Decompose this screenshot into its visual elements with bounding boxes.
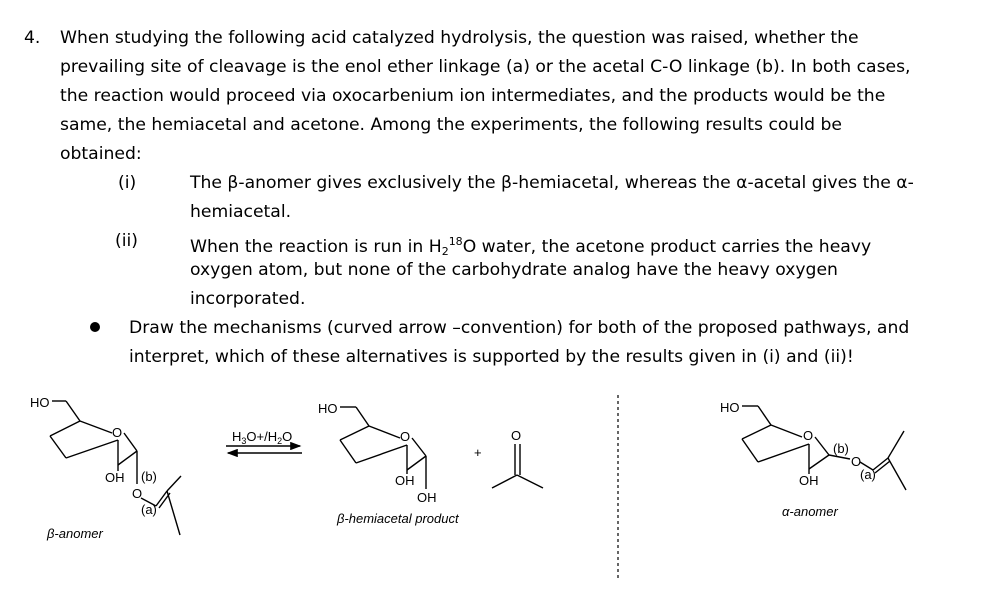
result-i-line-1: The β-anomer gives exclusively the β-hemiacetal, whereas the α-acetal gives the α-	[190, 173, 914, 193]
alpha-ho-label: HO	[720, 400, 740, 415]
result-i-marker: (i)	[118, 173, 137, 193]
plus-sign: +	[474, 445, 482, 460]
beta-ho-label: HO	[30, 395, 50, 410]
task-line-2: interpret, which of these alternatives is supported by the results given in (i) and (ii)!	[129, 347, 854, 367]
acetone-o-label: O	[511, 428, 522, 443]
alpha-ring-o-label: O	[803, 428, 814, 443]
beta-link-b-label: (b)	[141, 469, 157, 484]
hemiacetal-ho-label: HO	[318, 401, 338, 416]
alpha-anomer-structure	[742, 406, 906, 490]
beta-ring-o-label: O	[112, 425, 123, 440]
alpha-oh-label: OH	[799, 473, 819, 488]
intro-line-4: same, the hemiacetal and acetone. Among the experiments, the following results could be	[60, 115, 842, 135]
result-ii-line-1: When the reaction is run in $H_2^{18}O$ water, the acetone product carries the heavy	[190, 235, 872, 258]
result-i-line-2: hemiacetal.	[190, 202, 292, 222]
alpha-link-b-label: (b)	[833, 441, 849, 456]
hemiacetal-ring-o-label: O	[400, 429, 411, 444]
alpha-anomer-caption: α-anomer	[782, 504, 838, 519]
result-ii-line-2: oxygen atom, but none of the carbohydrate analog have the heavy oxygen	[190, 260, 838, 280]
alpha-link-a-label: (a)	[860, 467, 876, 482]
beta-anomer-caption: β-anomer	[47, 526, 103, 541]
reaction-conditions: $H_3O+/H_2O$	[232, 429, 293, 446]
beta-link-a-label: (a)	[141, 502, 157, 517]
beta-anomer-structure	[50, 401, 181, 535]
intro-line-3: the reaction would proceed via oxocarbenium ion intermediates, and the products would be the	[60, 86, 886, 106]
hemiacetal-caption: β-hemiacetal product	[337, 511, 459, 526]
hemiacetal-anomeric-oh-label: OH	[417, 490, 437, 505]
intro-line-5: obtained:	[60, 144, 142, 164]
question-number: 4.	[24, 28, 41, 48]
alpha-enol-o-label: O	[851, 454, 862, 469]
result-ii-line-3: incorporated.	[190, 289, 306, 309]
beta-enol-o-label: O	[132, 486, 143, 501]
hemiacetal-ring-oh-label: OH	[395, 473, 415, 488]
equilibrium-arrows	[226, 446, 302, 453]
intro-line-2: prevailing site of cleavage is the enol ether linkage (a) or the acetal C-O linkage (b). In both cases,	[60, 57, 911, 77]
beta-oh-label: OH	[105, 470, 125, 485]
result-ii-marker: (ii)	[115, 231, 138, 251]
acetone-structure	[492, 444, 543, 488]
intro-line-1: When studying the following acid catalyzed hydrolysis, the question was raised, whether the	[60, 28, 859, 48]
task-line-1: Draw the mechanisms (curved arrow –convention) for both of the proposed pathways, and	[129, 318, 910, 338]
